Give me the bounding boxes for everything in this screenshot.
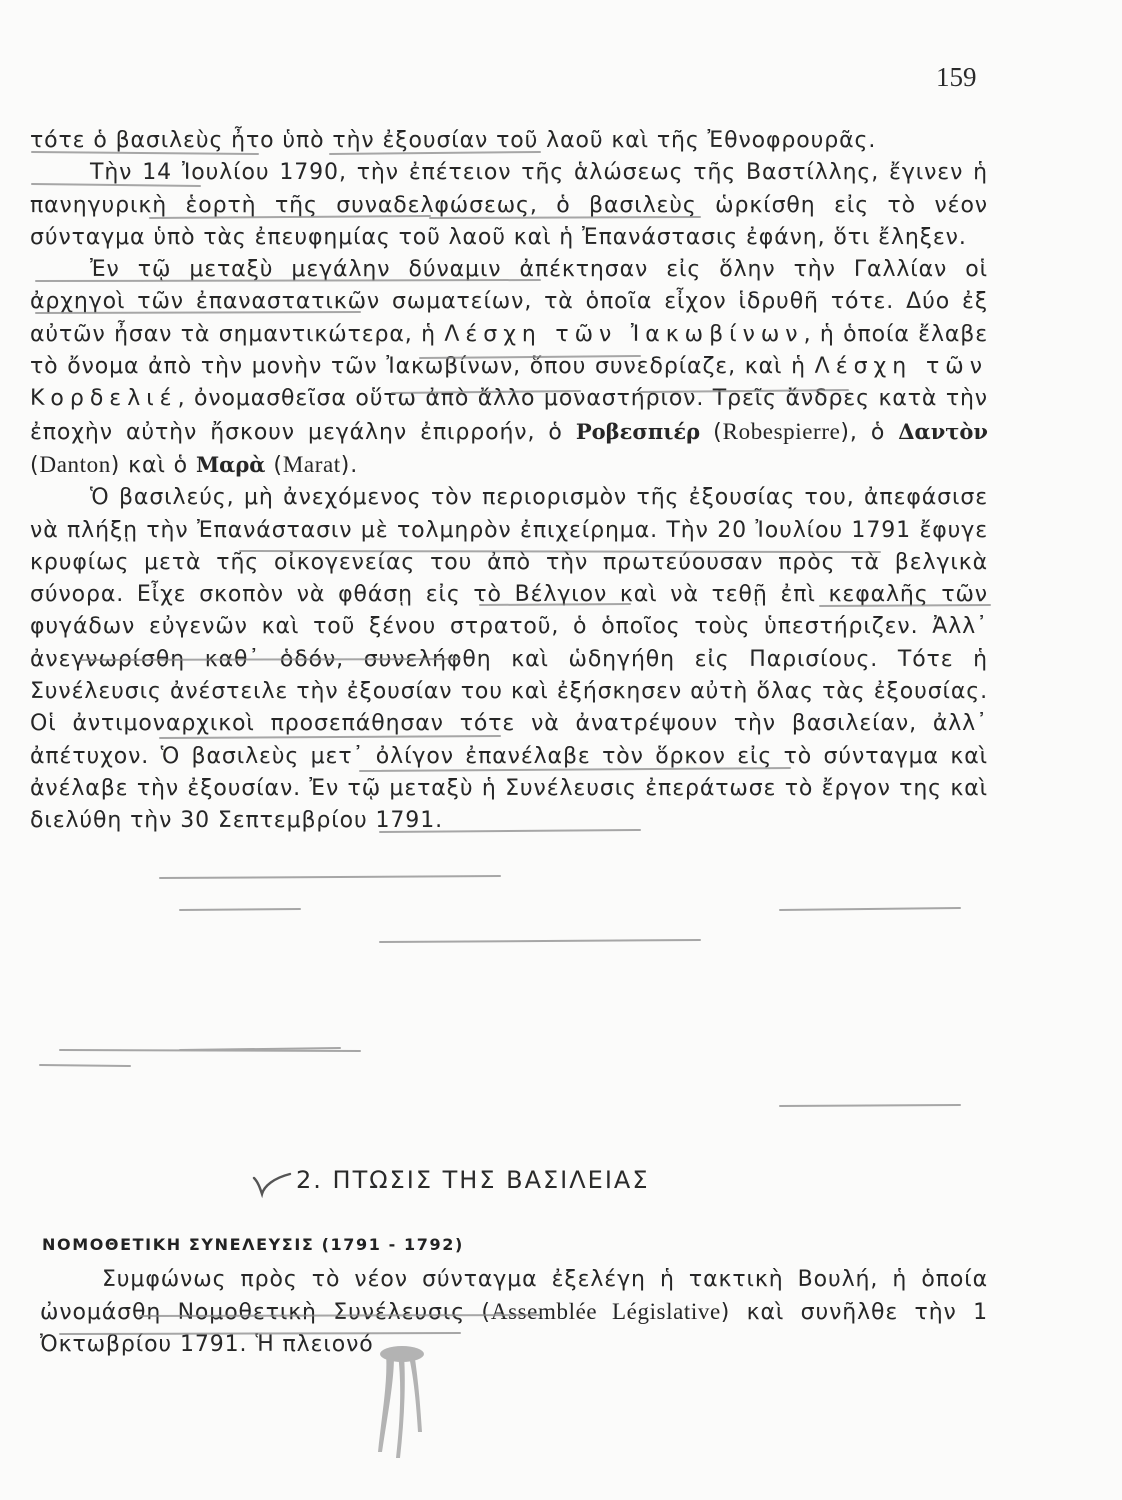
section-body-text [40, 1264, 988, 1361]
text-run: Συμφώνως πρὸς τὸ νέον σύνταγμα ἐξελέγη ἡ τακτικὴ Βουλή, ἡ ὁποία ὠνομάσθη Νομοθετικὴ Συνέλευσις ( [40, 1267, 988, 1325]
text-run: ), ὁ [840, 419, 899, 445]
latin-text: Danton [39, 451, 111, 477]
text-run: ( [30, 452, 40, 478]
text-run: , ὀνομασθεῖσα οὕτω ἀπὸ ἄλλο μοναστήριον. Τρεῖς ἄνδρες κατὰ τὴν ἐποχὴν αὐτὴν ἤσκουν μεγάλην ἐπιρροήν, ὁ [30, 386, 988, 445]
text-run: ). [340, 452, 359, 478]
bold-text: Ροβεσπιέρ [575, 418, 701, 444]
spaced-text: Λέσχη τῶν Κορδελιέ [30, 354, 988, 412]
subheading: ΝΟΜΟΘΕΤΙΚΗ ΣΥΝΕΛΕΥΣΙΣ (1791 - 1792) [42, 1235, 464, 1254]
paragraph [40, 1264, 988, 1361]
ink-smudge [372, 1342, 452, 1462]
text-run: Ὁ βασιλεύς, μὴ ἀνεχόμενος τὸν περιορισμὸν τῆς ἐξουσίας του, ἀπεφάσισε νὰ πλήξῃ τὴν Ἐπανάστασιν μὲ τολμηρὸν ἐπιχείρημα. Τὴν 20 Ἰουλίου 1791 ἔφυγε κρυφίως μετὰ τῆς οἰκογενείας του ἀπὸ τὴν πρωτεύουσαν πρὸς τὰ βελγικὰ σύνορα. Εἶχε σκοπὸν νὰ φθάσῃ εἰς τὸ Βέλγιον καὶ νὰ τεθῇ ἐπὶ κεφαλῆς τῶν φυγάδων εὐγενῶν καὶ τοῦ ξένου στρατοῦ, ὁ ὁποῖος τοὺς ὑπεστήριζεν. Ἀλλ᾽ ἀνεγνωρίσθη καθ᾽ ὁδόν, συνελήφθη καὶ ὡδηγήθη εἰς Παρισίους. Τότε ἡ Συνέλευσις ἀνέστειλε τὴν ἐξουσίαν του καὶ ἐξήσκησεν αὐτὴ ὅλας τὰς ἐξουσίας. Οἱ ἀντιμοναρχικοὶ προσεπάθησαν τότε νὰ ἀνατρέψουν τὴν βασιλείαν, ἀλλ᾽ ἀπέτυχον. Ὁ βασιλεὺς μετ᾽ ὀλίγον ἐπανέλαβε τὸν ὅρκον εἰς τὸ σύνταγμα καὶ ἀνέλαβε τὴν ἐξουσίαν. Ἐν τῷ μεταξὺ ἡ Συνέλευσις ἐπεράτωσε τὸ ἔργον της καὶ διελύθη τὴν 30 Σεπτεμβρίου 1791. [30, 485, 988, 834]
text-run: , ἡ ὁποία ἔλαβε τὸ ὄνομα ἀπὸ τὴν μονὴν τῶν Ἰακωβίνων, ὅπου συνεδρίαζε, καὶ ἡ [30, 321, 989, 380]
body-text [30, 125, 988, 838]
paragraph [30, 125, 988, 157]
latin-text: Assemblée Législative [490, 1299, 721, 1324]
text-run: ( [700, 419, 723, 445]
paragraph [30, 482, 988, 837]
bold-text: Μαρὰ [195, 451, 266, 477]
text-run: ) καὶ ὁ [110, 452, 196, 478]
latin-text: Marat [282, 451, 341, 477]
bold-text: Δαντὸν [898, 418, 988, 444]
check-mark-icon [250, 1162, 298, 1202]
paragraph [30, 157, 988, 254]
page-number: 159 [936, 62, 977, 92]
text-run: Τὴν 14 Ἰουλίου 1790, τὴν ἐπέτειον τῆς ἁλώσεως τῆς Βαστίλλης, ἔγινεν ἡ πανηγυρικὴ ἑορτὴ τῆς συναδελφώσεως, ὁ βασιλεὺς ὡρκίσθη εἰς τὸ νέον σύνταγμα ὑπὸ τὰς ἐπευφημίας τοῦ λαοῦ καὶ ἡ Ἐπανάστασις ἐφάνη, ὅτι ἔληξεν. [30, 160, 988, 250]
latin-text: Robespierre [722, 418, 841, 444]
text-run: ) καὶ συνῆλθε τὴν 1 Ὀκτωβρίου 1791. Ἡ πλειονό [40, 1300, 988, 1357]
text-run: Ἐν τῷ μεταξὺ μεγάλην δύναμιν ἀπέκτησαν εἰς ὅλην τὴν Γαλλίαν οἱ ἀρχηγοὶ τῶν ἐπαναστατικῶν σωματείων, τὰ ὁποῖα εἶχον ἱδρυθῆ τότε. Δύο ἐξ αὐτῶν ἦσαν τὰ σημαντικώτερα, ἡ [30, 257, 988, 347]
section-title: 2. ΠΤΩΣΙΣ ΤΗΣ ΒΑΣΙΛΕΙΑΣ [296, 1166, 650, 1194]
text-run: τότε ὁ βασιλεὺς ἦτο ὑπὸ τὴν ἐξουσίαν τοῦ λαοῦ καὶ τῆς Ἐθνοφρουρᾶς. [30, 128, 877, 153]
spaced-text: Λέσχη τῶν Ἰακωβίνων [444, 321, 804, 347]
text-run: ( [265, 452, 283, 478]
paragraph [30, 254, 988, 482]
